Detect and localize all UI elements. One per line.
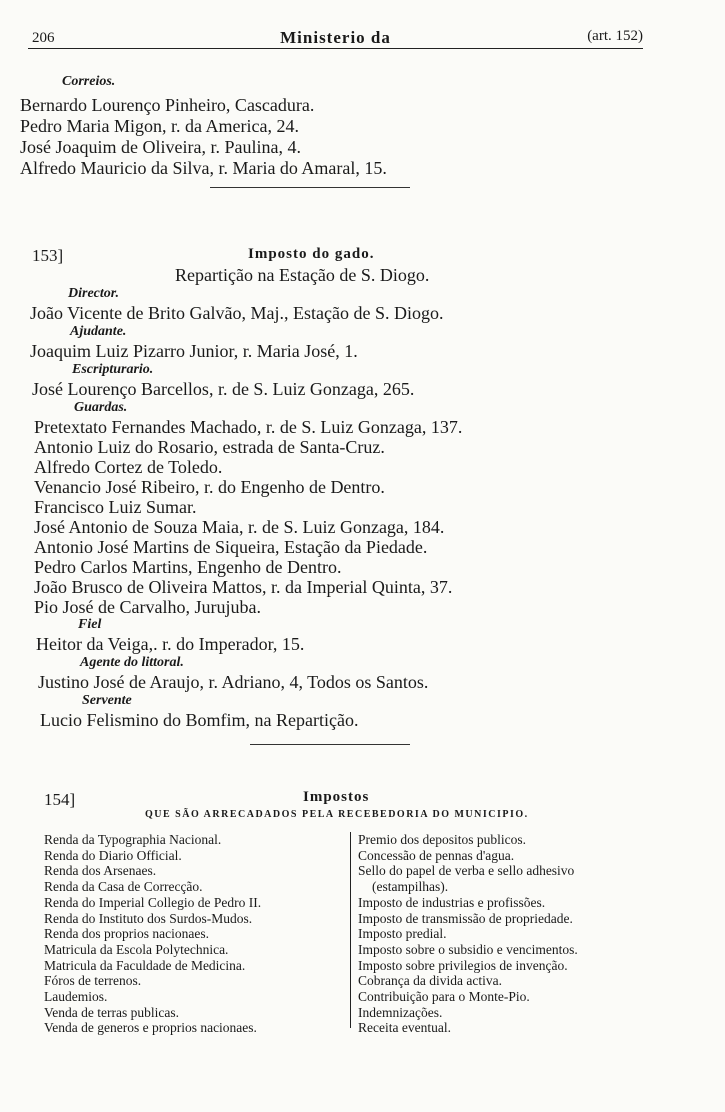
- correios-entry: José Joaquim de Oliveira, r. Paulina, 4.: [20, 137, 301, 157]
- guarda-entry: José Antonio de Souza Maia, r. de S. Luiz Gonzaga, 184.: [34, 517, 445, 537]
- correios-label: Correios.: [62, 74, 116, 89]
- guarda-entry: Venancio José Ribeiro, r. do Engenho de Dentro.: [34, 477, 385, 497]
- guarda-entry: Pedro Carlos Martins, Engenho de Dentro.: [34, 557, 342, 577]
- list-item: Matricula da Escola Polytechnica.: [44, 941, 229, 957]
- list-item: Contribuição para o Monte-Pio.: [358, 989, 530, 1005]
- guarda-entry: Antonio José Martins de Siqueira, Estação da Piedade.: [34, 537, 428, 557]
- guarda-entry: Francisco Luiz Sumar.: [34, 497, 197, 517]
- page-header: [28, 24, 643, 48]
- list-item: Renda dos proprios nacionaes.: [44, 926, 209, 942]
- header-rule: [28, 48, 643, 49]
- section-divider: [250, 744, 410, 745]
- director-entry: João Vicente de Brito Galvão, Maj., Estação de S. Diogo.: [30, 303, 444, 323]
- page-number: 206: [32, 30, 55, 46]
- list-item: Imposto sobre o subsidio e vencimentos.: [358, 941, 578, 957]
- section-subtitle: QUE SÃO ARRECADADOS PELA RECEBEDORIA DO MUNICIPIO.: [145, 809, 529, 820]
- section-subtitle: Repartição na Estação de S. Diogo.: [175, 265, 430, 285]
- list-item: Renda do Instituto dos Surdos-Mudos.: [44, 910, 253, 926]
- escripturario-entry: José Lourenço Barcellos, r. de S. Luiz Gonzaga, 265.: [32, 379, 415, 399]
- servente-label: Servente: [82, 693, 132, 708]
- list-item: Fóros de terrenos.: [44, 973, 142, 989]
- list-item: Cobrança da divida activa.: [358, 973, 502, 989]
- article-reference: (art. 152): [587, 28, 643, 44]
- list-item: Premio dos depositos publicos.: [358, 832, 526, 847]
- list-item: Imposto de transmissão de propriedade.: [358, 910, 573, 926]
- section-number: 154]: [44, 790, 76, 809]
- correios-entry: Alfredo Mauricio da Silva, r. Maria do Amaral, 15.: [20, 158, 387, 178]
- guarda-entry: Antonio Luiz do Rosario, estrada de Santa-Cruz.: [34, 437, 385, 457]
- servente-entry: Lucio Felismino do Bomfim, na Repartição.: [40, 710, 359, 730]
- ajudante-label: Ajudante.: [70, 324, 127, 339]
- list-item: Renda dos Arsenaes.: [44, 863, 157, 879]
- list-item: Imposto predial.: [358, 926, 447, 942]
- list-item: Renda da Typographia Nacional.: [44, 832, 222, 847]
- list-item: Matricula da Faculdade de Medicina.: [44, 957, 246, 973]
- correios-entry: Bernardo Lourenço Pinheiro, Cascadura.: [20, 95, 315, 115]
- list-item: Laudemios.: [44, 989, 108, 1005]
- impostos-right-column: [358, 832, 578, 1036]
- list-item: Imposto sobre privilegios de invenção.: [358, 957, 568, 973]
- list-item: Renda do Diario Official.: [44, 847, 182, 863]
- list-item: Indemnizações.: [358, 1004, 443, 1020]
- guardas-label: Guardas.: [74, 400, 128, 415]
- list-item: Venda de terras publicas.: [44, 1004, 179, 1020]
- fiel-label: Fiel: [78, 617, 102, 632]
- list-item: Renda da Casa de Correcção.: [44, 879, 203, 895]
- section-title: Imposto do gado.: [248, 246, 375, 262]
- guarda-entry: Pretextato Fernandes Machado, r. de S. Luiz Gonzaga, 137.: [34, 417, 463, 437]
- section-divider: [210, 187, 410, 188]
- running-title: Ministerio da: [280, 28, 391, 47]
- guarda-entry: João Brusco de Oliveira Mattos, r. da Imperial Quinta, 37.: [34, 577, 453, 597]
- section-title: Impostos: [303, 789, 370, 805]
- list-item: Sello do papel de verba e sello adhesivo: [358, 863, 575, 879]
- fiel-entry: Heitor da Veiga,. r. do Imperador, 15.: [36, 634, 305, 654]
- section-number: 153]: [32, 246, 64, 265]
- guarda-entry: Pio José de Carvalho, Jurujuba.: [34, 597, 261, 617]
- director-label: Director.: [68, 286, 119, 301]
- list-item: (estampilhas).: [372, 879, 449, 895]
- list-item: Imposto de industrias e profissões.: [358, 894, 546, 910]
- correios-entry: Pedro Maria Migon, r. da America, 24.: [20, 116, 299, 136]
- list-item: Concessão de pennas d'agua.: [358, 847, 515, 863]
- guarda-entry: Alfredo Cortez de Toledo.: [34, 457, 223, 477]
- column-divider: [350, 832, 351, 1028]
- list-item: Venda de generos e proprios nacionaes.: [44, 1020, 257, 1036]
- list-item: Renda do Imperial Collegio de Pedro II.: [44, 894, 262, 910]
- ajudante-entry: Joaquim Luiz Pizarro Junior, r. Maria José, 1.: [30, 341, 358, 361]
- agente-label: Agente do littoral.: [80, 655, 184, 670]
- escripturario-label: Escripturario.: [72, 362, 154, 377]
- agente-entry: Justino José de Araujo, r. Adriano, 4, Todos os Santos.: [38, 672, 429, 692]
- impostos-left-column: [44, 832, 261, 1036]
- list-item: Receita eventual.: [358, 1020, 451, 1036]
